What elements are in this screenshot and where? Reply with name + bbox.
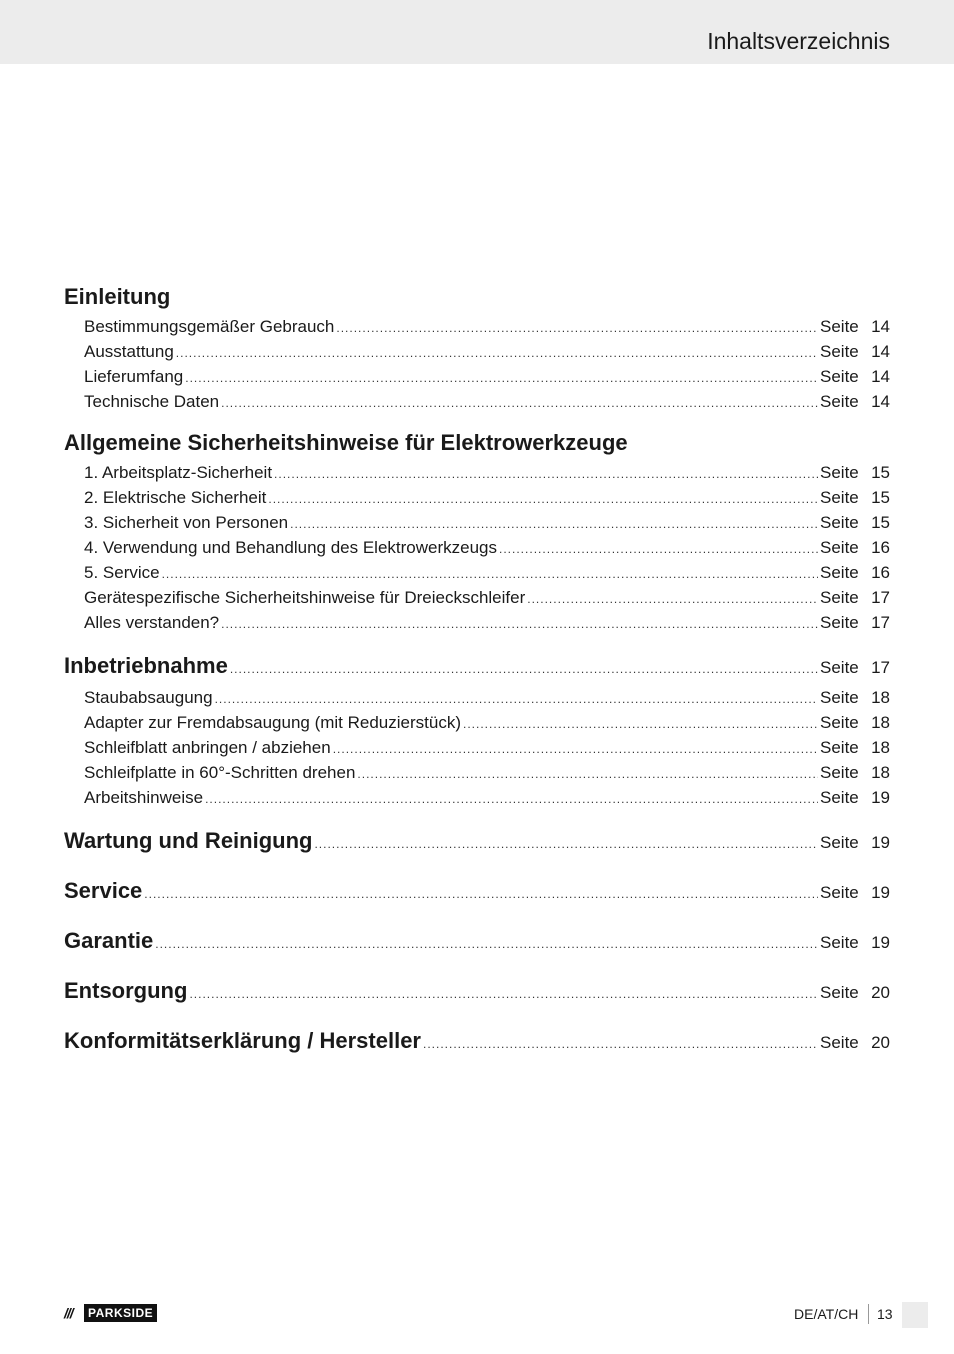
toc-section-heading[interactable]: [64, 280, 890, 314]
seite-label: Seite: [820, 658, 859, 677]
dot-leader: [215, 687, 818, 712]
entry-label: 4. Verwendung und Behandlung des Elektrowerkzeugs: [84, 538, 498, 557]
toc-section-heading[interactable]: [64, 1022, 890, 1060]
dot-leader: [268, 487, 818, 512]
seite-label: Seite: [820, 883, 859, 902]
page-number: 15: [871, 463, 890, 482]
header-band: [0, 0, 954, 64]
dot-leader: [290, 512, 818, 537]
dot-leader: [205, 787, 818, 812]
entry-label: 2. Elektrische Sicherheit: [84, 488, 267, 507]
toc-entry[interactable]: [64, 710, 890, 735]
seite-label: Seite: [820, 613, 859, 632]
page-number: 17: [871, 588, 890, 607]
dot-leader: [463, 712, 818, 737]
page-number: 14: [871, 317, 890, 336]
page-number: 18: [871, 738, 890, 757]
toc-section-heading[interactable]: [64, 872, 890, 910]
dot-leader: [144, 875, 818, 913]
dot-leader: [274, 462, 818, 487]
section-title: Garantie: [64, 928, 154, 953]
seite-label: Seite: [820, 513, 859, 532]
toc-section: [64, 280, 890, 414]
page-number: 18: [871, 763, 890, 782]
toc-entry[interactable]: [64, 685, 890, 710]
page-number: 19: [871, 933, 890, 952]
table-of-contents: [64, 280, 890, 1060]
toc-section: [64, 822, 890, 860]
page-number: 14: [871, 342, 890, 361]
entry-label: Schleifblatt anbringen / abziehen: [84, 738, 331, 757]
seite-label: Seite: [820, 342, 859, 361]
seite-label: Seite: [820, 463, 859, 482]
seite-label: Seite: [820, 688, 859, 707]
page-number: 20: [871, 983, 890, 1002]
seite-label: Seite: [820, 1033, 859, 1052]
seite-label: Seite: [820, 367, 859, 386]
toc-section: [64, 922, 890, 960]
entry-label: Bestimmungsgemäßer Gebrauch: [84, 317, 335, 336]
seite-label: Seite: [820, 833, 859, 852]
entry-label: 1. Arbeitsplatz-Sicherheit: [84, 463, 273, 482]
logo-slashes: ///: [64, 1304, 73, 1321]
page-number: 17: [871, 613, 890, 632]
dot-leader: [314, 825, 818, 863]
dot-leader: [162, 562, 818, 587]
seite-label: Seite: [820, 317, 859, 336]
toc-entry[interactable]: [64, 585, 890, 610]
toc-entry[interactable]: [64, 610, 890, 635]
seite-label: Seite: [820, 588, 859, 607]
dot-leader: [230, 650, 818, 688]
page-number: 14: [871, 392, 890, 411]
seite-label: Seite: [820, 788, 859, 807]
dot-leader: [185, 366, 818, 391]
entry-label: Staubabsaugung: [84, 688, 213, 707]
footer-page-number: 13: [877, 1306, 893, 1322]
footer-divider: [868, 1304, 869, 1324]
toc-section: [64, 972, 890, 1010]
page-number: 20: [871, 1033, 890, 1052]
entry-label: Arbeitshinweise: [84, 788, 204, 807]
entry-label: Ausstattung: [84, 342, 174, 361]
entry-label: Adapter zur Fremdabsaugung (mit Reduzierstück): [84, 713, 461, 732]
dot-leader: [221, 391, 818, 416]
dot-leader: [527, 587, 818, 612]
seite-label: Seite: [820, 738, 859, 757]
toc-section-heading[interactable]: [64, 426, 890, 460]
seite-label: Seite: [820, 933, 859, 952]
toc-entry[interactable]: [64, 785, 890, 810]
section-title: Entsorgung: [64, 978, 188, 1003]
page-title: Inhaltsverzeichnis: [707, 28, 890, 54]
page-number: 19: [871, 833, 890, 852]
page-number: 16: [871, 538, 890, 557]
toc-section-heading[interactable]: [64, 922, 890, 960]
page-number: 15: [871, 513, 890, 532]
seite-label: Seite: [820, 488, 859, 507]
toc-entry[interactable]: [64, 485, 890, 510]
page-number: 19: [871, 788, 890, 807]
seite-label: Seite: [820, 763, 859, 782]
toc-entry[interactable]: [64, 510, 890, 535]
dot-leader: [155, 925, 818, 963]
dot-leader: [189, 975, 818, 1013]
page-number: 18: [871, 688, 890, 707]
page-number: 18: [871, 713, 890, 732]
section-title: Allgemeine Sicherheitshinweise für Elektrowerkzeuge: [64, 430, 628, 455]
toc-section-heading[interactable]: [64, 647, 890, 685]
page-number: 15: [871, 488, 890, 507]
toc-entry[interactable]: [64, 735, 890, 760]
dot-leader: [176, 341, 818, 366]
dot-leader: [499, 537, 818, 562]
toc-section: [64, 426, 890, 635]
page-number: 14: [871, 367, 890, 386]
entry-label: Schleifplatte in 60°-Schritten drehen: [84, 763, 356, 782]
dot-leader: [333, 737, 818, 762]
toc-entry[interactable]: [64, 389, 890, 414]
toc-entry[interactable]: [64, 535, 890, 560]
seite-label: Seite: [820, 713, 859, 732]
seite-label: Seite: [820, 538, 859, 557]
toc-entry[interactable]: [64, 364, 890, 389]
dot-leader: [221, 612, 818, 637]
toc-entry[interactable]: [64, 460, 890, 485]
toc-section-heading[interactable]: [64, 822, 890, 860]
section-title: Wartung und Reinigung: [64, 828, 313, 853]
toc-section: [64, 872, 890, 910]
toc-entry[interactable]: [64, 560, 890, 585]
footer-page-tab: [902, 1302, 928, 1328]
section-title: Inbetriebnahme: [64, 653, 228, 678]
dot-leader: [336, 316, 818, 341]
toc-section: [64, 1022, 890, 1060]
dot-leader: [423, 1025, 818, 1063]
toc-entry[interactable]: [64, 339, 890, 364]
entry-label: Lieferumfang: [84, 367, 184, 386]
section-title: Einleitung: [64, 284, 171, 309]
parkside-logo: [64, 1303, 178, 1322]
page-number: 16: [871, 563, 890, 582]
toc-entry[interactable]: [64, 314, 890, 339]
toc-entry[interactable]: [64, 760, 890, 785]
entry-label: Alles verstanden?: [84, 613, 220, 632]
seite-label: Seite: [820, 983, 859, 1002]
logo-wordmark: PARKSIDE: [84, 1304, 157, 1322]
toc-section: [64, 647, 890, 810]
footer-country: DE/AT/CH: [794, 1306, 859, 1322]
section-title: Konformitätserklärung / Hersteller: [64, 1028, 421, 1053]
seite-label: Seite: [820, 392, 859, 411]
page-number: 19: [871, 883, 890, 902]
toc-section-heading[interactable]: [64, 972, 890, 1010]
entry-label: 5. Service: [84, 563, 160, 582]
entry-label: 3. Sicherheit von Personen: [84, 513, 289, 532]
entry-label: Gerätespezifische Sicherheitshinweise für Dreieckschleifer: [84, 588, 526, 607]
seite-label: Seite: [820, 563, 859, 582]
entry-label: Technische Daten: [84, 392, 220, 411]
page-number: 17: [871, 658, 890, 677]
dot-leader: [357, 762, 818, 787]
section-title: Service: [64, 878, 143, 903]
